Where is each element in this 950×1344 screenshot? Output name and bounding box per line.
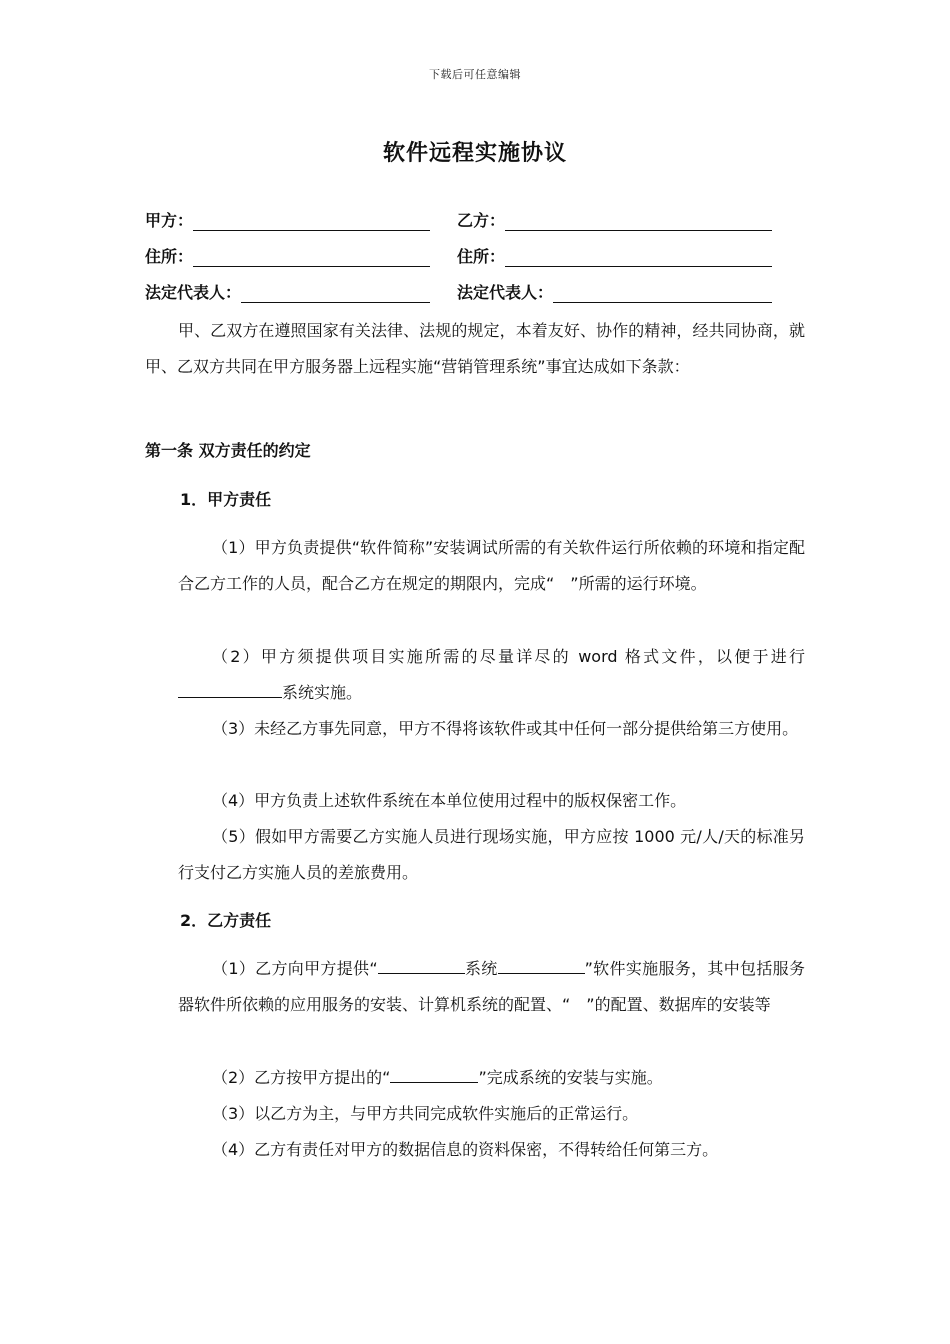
party-a-clause-2-blank <box>178 679 282 698</box>
party-row-name <box>145 208 785 236</box>
party-a-address-label: 住所： <box>145 247 194 266</box>
party-b-clause-2-text-a: （2）乙方按甲方提出的“ <box>212 1068 391 1087</box>
party-b-responsibility-heading: 2．乙方责任 <box>180 911 272 930</box>
party-a-clause-2-text: （2）甲方须提供项目实施所需的尽量详尽的 word 格式文件，以便于进行 <box>212 647 805 666</box>
page-title: 软件远程实施协议 <box>382 141 567 166</box>
party-b-clause-2 <box>178 1060 805 1096</box>
party-a-clause-1: （1）甲方负责提供“软件简称”安装调试所需的有关软件运行所依赖的环境和指定配合乙方工作的人员，配合乙方在规定的期限内，完成“ ”所需的运行环境。 <box>178 538 805 593</box>
party-b-address <box>457 244 772 267</box>
party-b-representative-blank <box>553 284 772 303</box>
party-b-address-blank <box>505 248 772 267</box>
party-b-label: 乙方： <box>457 211 506 230</box>
party-b-clause-1-text-a: （1）乙方向甲方提供“ <box>212 959 378 978</box>
party-a-clause-3: （3）未经乙方事先同意，甲方不得将该软件或其中任何一部分提供给第三方使用。 <box>212 719 799 738</box>
party-a-representative <box>145 280 430 303</box>
party-a-blank <box>193 212 430 231</box>
party-a-name <box>145 208 430 231</box>
party-a-clause-2 <box>178 639 805 711</box>
party-b-clause-1-text-c: ”软件实施服务，其中包括服务器软件所依赖的应用服务的安装、计算机系统的配置、“ ”的配置、数据库的安装等 <box>178 959 805 1014</box>
party-b-clause-1-blank-a <box>378 955 465 974</box>
article-1-heading: 第一条 双方责任的约定 <box>145 441 311 460</box>
party-b-clause-3: （3）以乙方为主，与甲方共同完成软件实施后的正常运行。 <box>212 1104 639 1123</box>
party-b-clause-4: （4）乙方有责任对甲方的数据信息的资料保密，不得转给任何第三方。 <box>212 1140 719 1159</box>
party-b-clause-1-blank-b <box>498 955 585 974</box>
party-a-clause-5: （5）假如甲方需要乙方实施人员进行现场实施，甲方应按 1000 元/人/天的标准另行支付乙方实施人员的差旅费用。 <box>178 827 805 882</box>
party-row-representative <box>145 280 785 308</box>
intro-paragraph: 甲、乙双方在遵照国家有关法律、法规的规定，本着友好、协作的精神，经共同协商，就甲、乙双方共同在甲方服务器上远程实施“营销管理系统”事宜达成如下条款： <box>145 321 805 376</box>
party-a-address-blank <box>193 248 430 267</box>
party-b-address-label: 住所： <box>457 247 506 266</box>
party-a-representative-label: 法定代表人： <box>145 283 242 302</box>
party-row-address <box>145 244 785 272</box>
party-a-label: 甲方： <box>145 211 194 230</box>
party-b-representative <box>457 280 772 303</box>
header-note: 下载后可任意编辑 <box>429 68 521 81</box>
party-a-clause-2-suffix: 系统实施。 <box>282 683 363 702</box>
party-a-clause-4: （4）甲方负责上述软件系统在本单位使用过程中的版权保密工作。 <box>212 791 687 810</box>
party-a-responsibility-heading: 1．甲方责任 <box>180 490 272 509</box>
party-b-clause-1-text-b: 系统 <box>464 959 498 978</box>
party-b-clause-2-blank <box>390 1064 478 1083</box>
party-b-clause-1 <box>178 951 805 1023</box>
party-b-name <box>457 208 772 231</box>
party-b-representative-label: 法定代表人： <box>457 283 554 302</box>
party-a-representative-blank <box>241 284 430 303</box>
party-b-clause-2-text-b: ”完成系统的安装与实施。 <box>478 1068 663 1087</box>
party-b-blank <box>505 212 772 231</box>
party-a-address <box>145 244 430 267</box>
